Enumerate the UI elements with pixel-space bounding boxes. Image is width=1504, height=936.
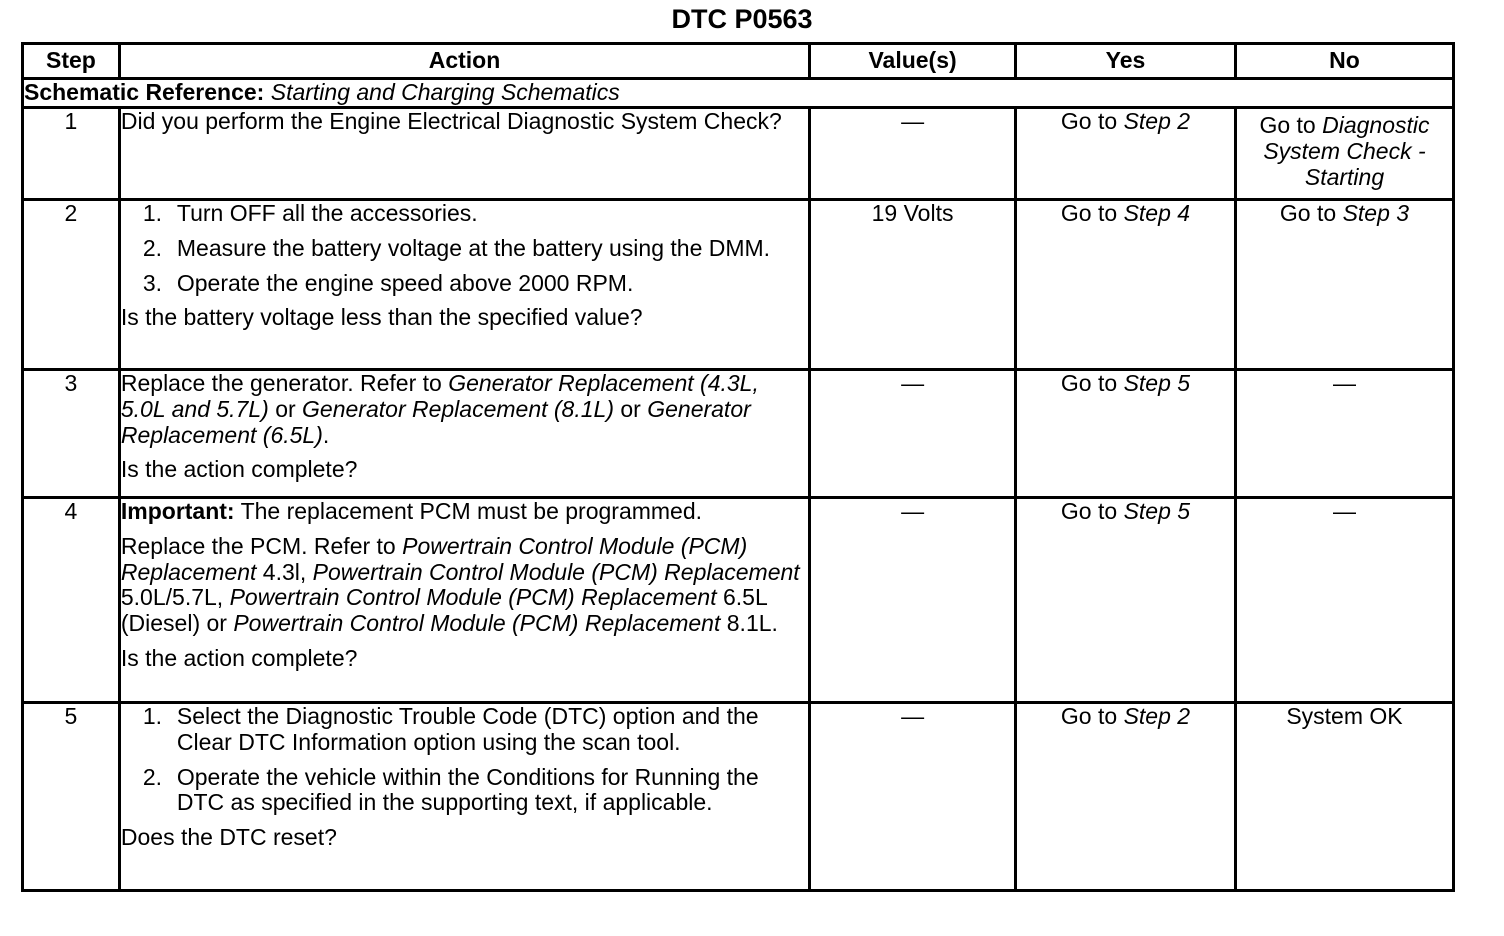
action-cell (119, 498, 809, 703)
no-cell (1235, 200, 1453, 370)
schematic-label: Schematic Reference: (24, 79, 265, 105)
reference-link[interactable]: Generator Replacement (6.5L) (120, 395, 751, 448)
yes-cell (1016, 498, 1236, 703)
action-question: Is the battery voltage less than the specified value? (120, 304, 643, 331)
action-cell (119, 200, 809, 370)
go-to-text: Go to (1279, 200, 1337, 226)
list-item: 2. Operate the vehicle within the Conditions for Running the DTC as specified in the supporting text, if applicable. (142, 763, 759, 816)
action-question: Does the DTC reset? (120, 824, 337, 850)
yes-step-link[interactable]: Step 5 (1123, 498, 1191, 524)
value-cell: 19 Volts (810, 200, 1016, 370)
dtc-table (21, 42, 1455, 892)
go-to-text: Go to (1060, 370, 1118, 396)
go-to-text: Go to (1259, 112, 1316, 138)
schematic-link[interactable]: Starting and Charging Schematics (270, 79, 620, 105)
no-cell: — (1235, 370, 1453, 498)
header-yes: Yes (1016, 44, 1236, 79)
yes-cell (1016, 108, 1236, 200)
header-value: Value(s) (810, 44, 1016, 79)
action-cell (119, 108, 809, 200)
yes-step-link[interactable]: Step 4 (1123, 200, 1191, 226)
action-text: Replace the generator. Refer to Generator Replacement (4.3L, 5.0L and 5.7L) or Generator Replacement (8.1L) or Generator Replacement (6.5L). (120, 370, 759, 448)
schematic-row (23, 79, 1454, 108)
action-cell (119, 703, 809, 891)
action-question: Is the action complete? (120, 456, 358, 483)
list-item: 1. Select the Diagnostic Trouble Code (DTC) option and the Clear DTC Information option using the scan tool. (142, 703, 759, 755)
yes-step-link[interactable]: Step 2 (1123, 703, 1191, 729)
page-title: DTC P0563 (671, 4, 813, 34)
no-procedure-link[interactable]: Diagnostic System Check - Starting (1263, 112, 1430, 190)
header-row (23, 44, 1454, 79)
step-number: 5 (23, 703, 120, 891)
header-no: No (1235, 44, 1453, 79)
reference-link[interactable]: Powertrain Control Module (PCM) Replacement (233, 610, 721, 636)
value-cell: — (810, 370, 1016, 498)
yes-cell (1016, 200, 1236, 370)
yes-step-link[interactable]: Step 2 (1123, 108, 1191, 134)
action-text: Did you perform the Engine Electrical Diagnostic System Check? (120, 108, 782, 134)
value-cell: — (810, 498, 1016, 703)
action-cell (119, 370, 809, 498)
action-steps (121, 704, 808, 816)
list-item: 3. Operate the engine speed above 2000 RPM. (142, 269, 634, 296)
value-cell: — (810, 108, 1016, 200)
reference-link[interactable]: Generator Replacement (8.1L) (302, 395, 614, 422)
important-note: Important: The replacement PCM must be programmed. (120, 498, 703, 524)
header-step: Step (23, 44, 120, 79)
yes-cell (1016, 370, 1236, 498)
value-cell: — (810, 703, 1016, 891)
reference-link[interactable]: Generator Replacement (4.3L, 5.0L and 5.7L) (120, 370, 759, 422)
list-item: 1. Turn OFF all the accessories. (142, 200, 478, 226)
step-number: 3 (23, 370, 120, 498)
no-cell: — (1235, 498, 1453, 703)
no-step-link[interactable]: Step 3 (1342, 200, 1410, 226)
list-item: 2. Measure the battery voltage at the battery using the DMM. (142, 234, 771, 261)
no-cell: System OK (1235, 703, 1453, 891)
go-to-text: Go to (1060, 703, 1118, 729)
table-row (23, 108, 1454, 200)
reference-link[interactable]: Powertrain Control Module (PCM) Replacement (312, 558, 800, 585)
no-cell (1235, 108, 1453, 200)
action-text: Replace the PCM. Refer to Powertrain Control Module (PCM) Replacement 4.3l, Powertrain Control Module (PCM) Replacement 5.0L/5.7L, Powertrain Control Module (PCM) Replacement 6.5L (Diesel) or Powertrain Control Module (PCM) Replacement 8.1L. (120, 532, 800, 636)
go-to-text: Go to (1060, 498, 1118, 524)
yes-cell (1016, 703, 1236, 891)
step-number: 1 (23, 108, 120, 200)
action-question: Is the action complete? (120, 644, 358, 671)
table-row (23, 370, 1454, 498)
important-label: Important: (120, 498, 235, 524)
action-steps (121, 201, 808, 296)
step-number: 2 (23, 200, 120, 370)
header-action: Action (119, 44, 809, 79)
yes-step-link[interactable]: Step 5 (1123, 370, 1191, 396)
go-to-text: Go to (1060, 108, 1118, 134)
table-row (23, 703, 1454, 891)
reference-link[interactable]: Powertrain Control Module (PCM) Replacement (229, 584, 717, 611)
table-row (23, 498, 1454, 703)
step-number: 4 (23, 498, 120, 703)
schematic-reference (23, 79, 1454, 108)
go-to-text: Go to (1060, 200, 1118, 226)
reference-link[interactable]: Powertrain Control Module (PCM) Replacement (120, 532, 748, 585)
table-row (23, 200, 1454, 370)
